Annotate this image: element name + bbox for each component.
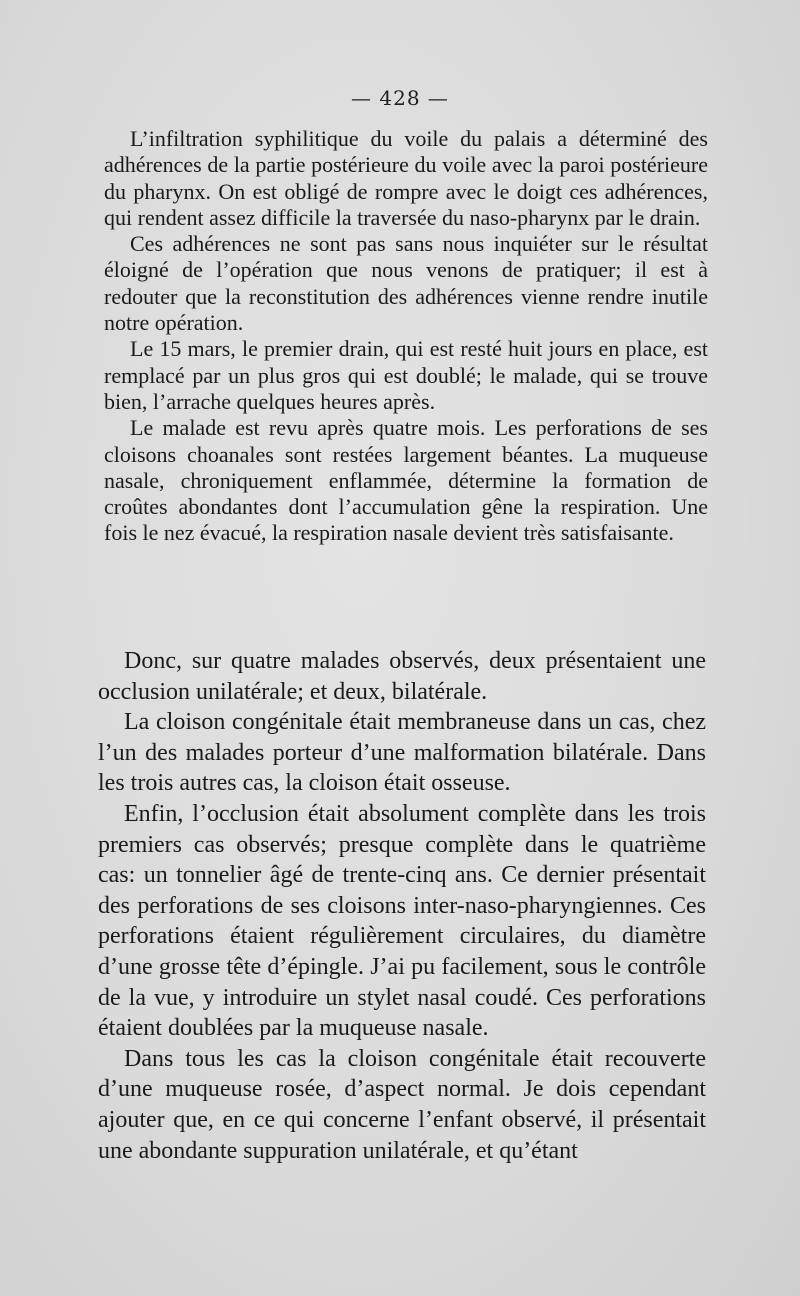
page-number: — 428 — <box>351 86 449 110</box>
paragraph-perforations: Enfin, l’occlusion était absolument complète dans les trois premiers cas observés; presque complète dans le quatrième cas: un tonnelier âgé de trente-cinq ans. Ce dernier présentait des perforations de ses cloisons inter-naso-pharyngiennes. Ces perforations étaient régulièrement circulaires, du diamètre d’une grosse tête d’épingle. J’ai pu facilement, sous le contrôle de la vue, y introduire un stylet nasal coudé. Ces perforations étaient doublées par la muqueuse nasale. <box>98 800 706 1042</box>
case-report-section <box>104 126 708 547</box>
paragraph-adhesions: L’infiltration syphilitique du voile du palais a déterminé des adhérences de la partie postérieure du voile avec la paroi postérieure du pharynx. On est obligé de rompre avec le doigt ces adhérences, qui rendent assez difficile la traversée du naso-pharynx par le drain. <box>104 126 708 230</box>
paragraph-follow-up: Le malade est revu après quatre mois. Les perforations de ses cloisons choanales sont restées largement béantes. La muqueuse nasale, chroniquement enflammée, détermine la formation de croûtes abondantes dont l’accumulation gêne la respiration. Une fois le nez évacué, la respiration nasale devient très satisfaisante. <box>104 415 708 546</box>
paragraph-drain: Le 15 mars, le premier drain, qui est resté huit jours en place, est remplacé par un plus gros qui est doublé; le malade, qui se trouve bien, l’arrache quelques heures après. <box>104 336 708 414</box>
paragraph-septum-type: La cloison congénitale était membraneuse dans un cas, chez l’un des malades porteur d’une malformation bilatérale. Dans les trois autres cas, la cloison était osseuse. <box>98 709 706 797</box>
paragraph-summary-occlusion: Donc, sur quatre malades observés, deux présentaient une occlusion unilatérale; et deux, bilatérale. <box>98 648 706 705</box>
paragraph-concern: Ces adhérences ne sont pas sans nous inquiéter sur le résultat éloigné de l’opération que nous venons de pratiquer; il est à redouter que la reconstitution des adhérences vienne rendre inutile notre opération. <box>104 231 708 336</box>
paragraph-mucosa: Dans tous les cas la cloison congénitale était recouverte d’une muqueuse rosée, d’aspect normal. Je dois cependant ajouter que, en ce qui concerne l’enfant observé, il présentait une abondante suppuration unilatérale, et qu’étant <box>98 1045 706 1164</box>
summary-section <box>98 646 706 1166</box>
